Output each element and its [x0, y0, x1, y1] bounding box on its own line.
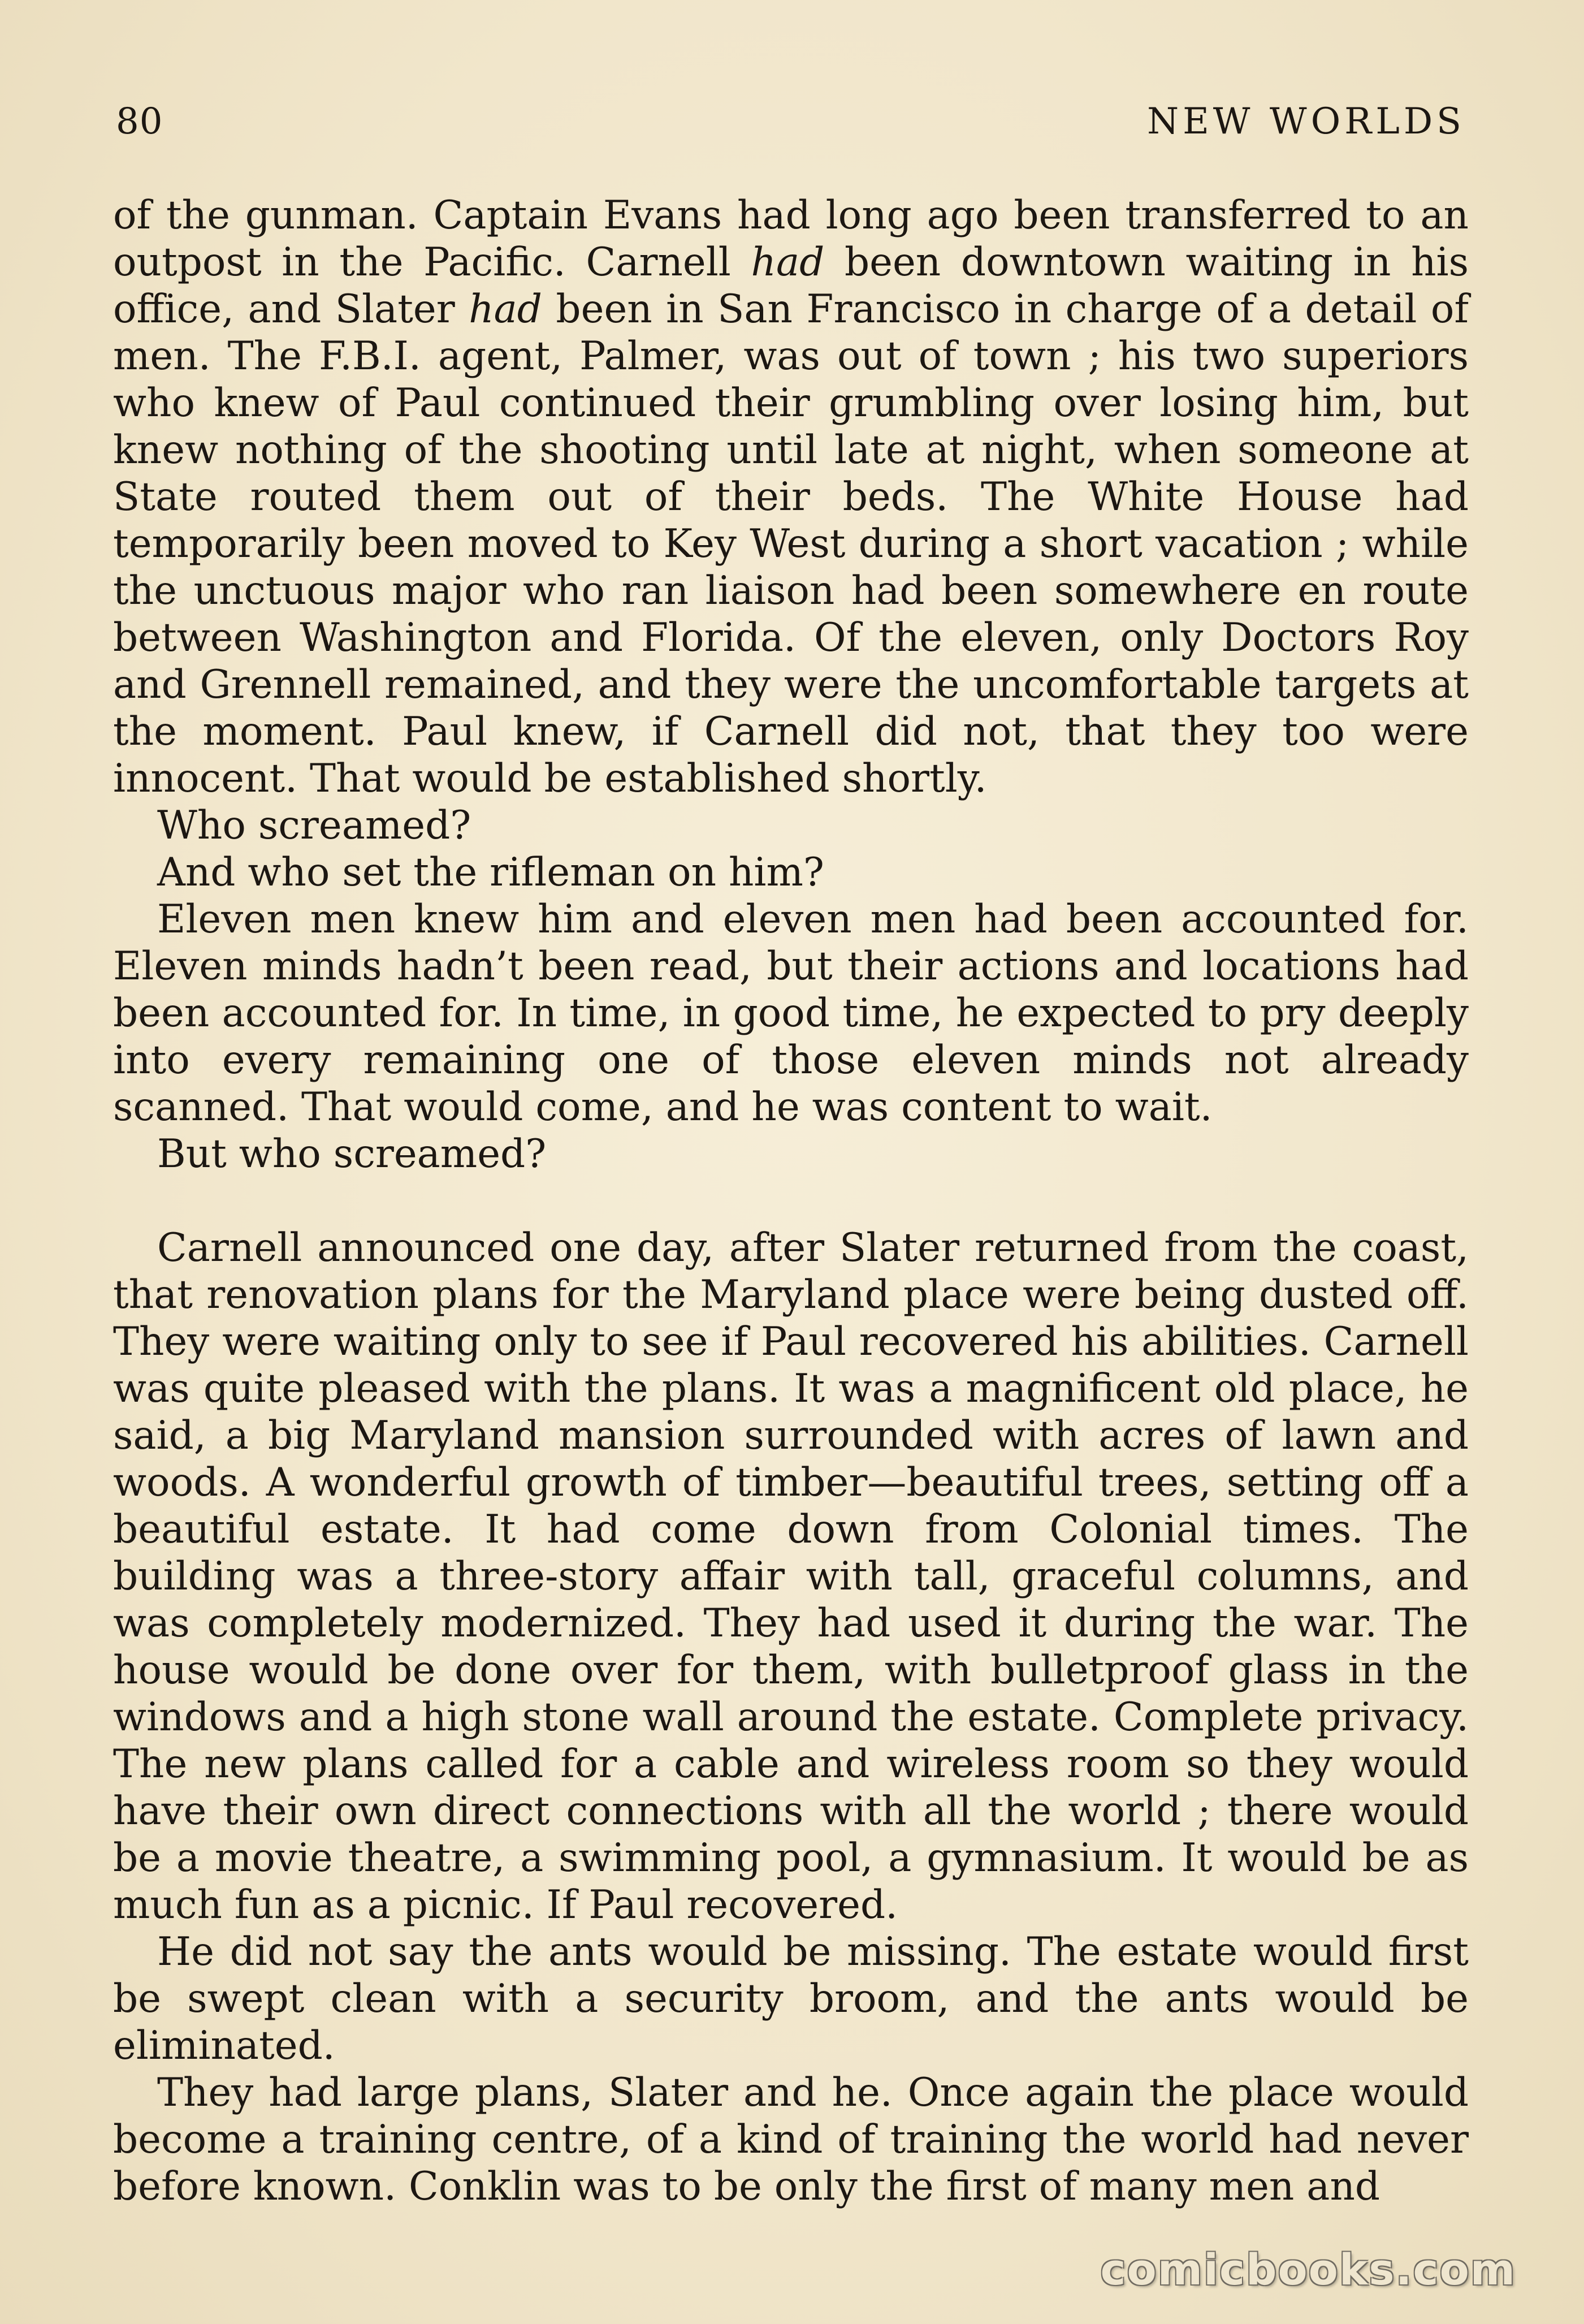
italic-text: had	[469, 287, 542, 332]
paragraph	[113, 849, 1469, 896]
running-head: NEW WORLDS	[1147, 101, 1465, 142]
body-text	[113, 192, 1469, 2210]
page-number: 80	[116, 101, 163, 142]
paragraph	[113, 1131, 1469, 1178]
text-run: But who screamed?	[157, 1131, 547, 1177]
text-run: And who set the rifleman on him?	[157, 850, 824, 895]
section-break	[113, 1178, 1469, 1225]
text-run: been in San Francisco in charge of a detail of men. The F.B.I. agent, Palmer, was out of town ; his two superiors who knew of Paul continued their grumbling over losing him, but knew nothing of the shooting until late at night, when someone at State routed them out of their beds. The White House had temporarily been moved to Key West during a short vacation ; while the unctuous major who ran liaison had been somewhere en route between Washington and Florida. Of the eleven, only Doctors Roy and Grennell remained, and they were the uncomfortable targets at the moment. Paul knew, if Carnell did not, that they too were innocent. That would be established shortly.	[113, 287, 1469, 801]
paragraph	[113, 1929, 1469, 2070]
text-run: He did not say the ants would be missing. The estate would first be swept clean with a security broom, and the ants would be eliminated.	[113, 1929, 1469, 2068]
watermark: comicbooks.com	[1100, 2244, 1516, 2295]
paragraph	[113, 1225, 1469, 1929]
paragraph	[113, 192, 1469, 802]
paragraph	[113, 802, 1469, 849]
text-run: Who screamed?	[157, 803, 471, 848]
text-run: Eleven men knew him and eleven men had been accounted for. Eleven minds hadn’t been read, but their actions and locations had been accounted for. In time, in good time, he expected to pry deeply into every remaining one of those eleven minds not already scanned. That would come, and he was content to wait.	[113, 897, 1469, 1130]
text-run: been downtown waiting in his office, and Slater	[113, 240, 1469, 332]
text-run: They had large plans, Slater and he. Once again the place would become a training centre, of a kind of training the world had never before known. Conklin was to be only the first of many men and	[113, 2070, 1469, 2209]
text-run: of the gunman. Captain Evans had long ago been transferred to an outpost in the Pacific. Carnell	[113, 193, 1469, 285]
italic-text: had	[751, 240, 825, 285]
paragraph	[113, 2070, 1469, 2210]
text-run: Carnell announced one day, after Slater returned from the coast, that renovation plans for the Maryland place were being dusted off. They were waiting only to see if Paul recovered his abilities. Carnell was quite pleased with the plans. It was a magnificent old place, he said, a big Maryland mansion surrounded with acres of lawn and woods. A wonderful growth of timber—beautiful trees, setting off a beautiful estate. It had come down from Colonial times. The building was a three-story affair with tall, graceful columns, and was completely modernized. They had used it during the war. The house would be done over for them, with bulletproof glass in the windows and a high stone wall around the estate. Complete privacy. The new plans called for a cable and wireless room so they would have their own direct connections with all the world ; there would be a movie theatre, a swimming pool, a gymnasium. It would be as much fun as a picnic. If Paul recovered.	[113, 1225, 1469, 1928]
paragraph	[113, 896, 1469, 1131]
